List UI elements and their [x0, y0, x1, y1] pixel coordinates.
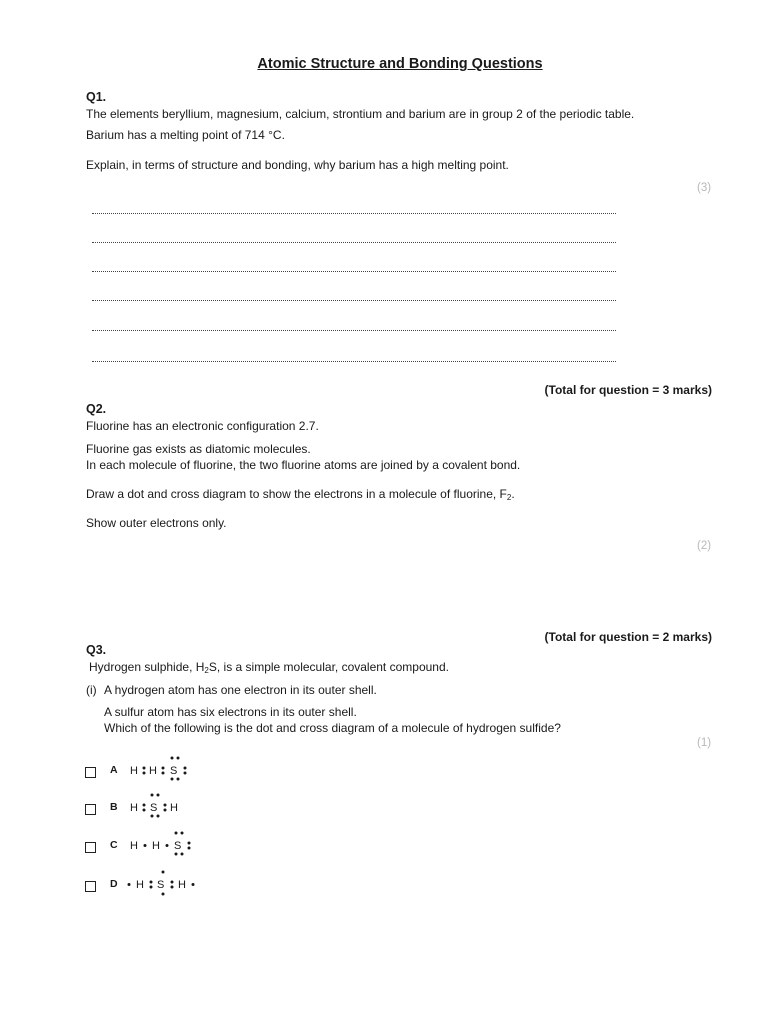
electron-dot [151, 794, 154, 797]
electron-dot [175, 853, 178, 856]
q1-answer-line[interactable] [92, 242, 616, 243]
q2-instruction: Show outer electrons only. [86, 516, 227, 530]
q1-prompt: Explain, in terms of structure and bonding, why barium has a high melting point. [86, 158, 509, 172]
dot-cross-diagram-d [125, 869, 245, 905]
electron-dot [171, 778, 174, 781]
checkbox[interactable] [85, 881, 96, 892]
q3-part-line3: Which of the following is the dot and cross diagram of a molecule of hydrogen sulfide? [104, 721, 561, 735]
electron-dot [184, 767, 187, 770]
electron-dot [181, 853, 184, 856]
q3-intro: Hydrogen sulphide, $H_2S$, is a simple molecular, covalent compound. [89, 660, 449, 675]
q3-part-line2: A sulfur atom has six electrons in its outer shell. [104, 705, 357, 719]
electron-dot [171, 881, 174, 884]
electron-dot [157, 794, 160, 797]
page-title: Atomic Structure and Bonding Questions [257, 56, 543, 72]
electron-dot [143, 772, 146, 775]
q2-drawing-area[interactable] [86, 560, 706, 622]
q2-marks: (2) [697, 540, 712, 552]
electron-dot [143, 767, 146, 770]
option-letter: B [110, 801, 118, 813]
atom-label: H [130, 765, 138, 777]
checkbox[interactable] [85, 767, 96, 778]
option-letter: A [110, 764, 118, 776]
electron-dot [162, 772, 165, 775]
electron-dot [150, 886, 153, 889]
q2-total-marks: (Total for question = 2 marks) [544, 630, 712, 644]
electron-dot [171, 757, 174, 760]
option-letter: D [110, 878, 118, 890]
option-letter: C [110, 839, 118, 851]
electron-dot [144, 844, 147, 847]
q2-text-line3: In each molecule of fluorine, the two fluorine atoms are joined by a covalent bond. [86, 458, 521, 472]
dot-cross-diagram-a [125, 755, 245, 791]
q3-label: Q3. [86, 643, 107, 657]
atom-label: S [174, 840, 182, 852]
q2-text-line1: Fluorine has an electronic configuration 2.7. [86, 419, 319, 433]
electron-dot [151, 815, 154, 818]
q1-answer-line[interactable] [92, 271, 616, 272]
electron-dot [162, 871, 165, 874]
electron-dot [177, 778, 180, 781]
electron-dot [181, 832, 184, 835]
electron-dot [164, 809, 167, 812]
q3-part-label: (i) [86, 683, 97, 697]
q1-answer-line[interactable] [92, 300, 616, 301]
atom-label: H [130, 802, 138, 814]
atom-label: H [170, 802, 178, 814]
dot-cross-diagram-b [125, 792, 245, 828]
q2-text-line2: Fluorine gas exists as diatomic molecules. [86, 442, 311, 456]
electron-dot [192, 883, 195, 886]
electron-dot [177, 757, 180, 760]
electron-dot [164, 804, 167, 807]
electron-dot [128, 883, 131, 886]
q1-total-marks: (Total for question = 3 marks) [544, 383, 712, 397]
electron-dot [175, 832, 178, 835]
q3-part-line1: A hydrogen atom has one electron in its outer shell. [104, 683, 377, 697]
electron-dot [184, 772, 187, 775]
atom-label: H [149, 765, 157, 777]
electron-dot [188, 842, 191, 845]
q1-text-line2: Barium has a melting point of 714 °C. [86, 128, 285, 142]
electron-dot [143, 804, 146, 807]
electron-dot [166, 844, 169, 847]
atom-label: S [150, 802, 158, 814]
q2-label: Q2. [86, 402, 107, 416]
electron-dot [157, 815, 160, 818]
q1-label: Q1. [86, 90, 107, 104]
atom-label: H [178, 879, 186, 891]
atom-label: S [170, 765, 178, 777]
q1-answer-line[interactable] [92, 330, 616, 331]
checkbox[interactable] [85, 804, 96, 815]
q2-prompt: Draw a dot and cross diagram to show the electrons in a molecule of fluorine, $F_2$. [86, 487, 515, 502]
q3-marks: (1) [697, 737, 712, 749]
q1-answer-line[interactable] [92, 213, 616, 214]
atom-label: H [130, 840, 138, 852]
electron-dot [162, 767, 165, 770]
q1-marks: (3) [697, 182, 712, 194]
electron-dot [143, 809, 146, 812]
atom-label: H [136, 879, 144, 891]
electron-dot [162, 893, 165, 896]
dot-cross-diagram-c [125, 830, 245, 866]
checkbox[interactable] [85, 842, 96, 853]
q1-text-line1: The elements beryllium, magnesium, calcium, strontium and barium are in group 2 of the periodic table. [86, 107, 635, 121]
atom-label: H [152, 840, 160, 852]
electron-dot [188, 847, 191, 850]
atom-label: S [157, 879, 165, 891]
q1-answer-line[interactable] [92, 361, 616, 362]
electron-dot [150, 881, 153, 884]
electron-dot [171, 886, 174, 889]
